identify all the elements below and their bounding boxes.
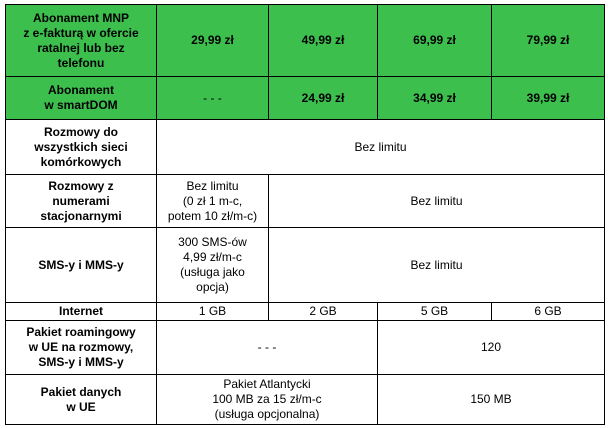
- mobile-calls-row: [6, 120, 605, 175]
- roaming-row: [6, 321, 605, 375]
- value-cell: 300 SMS-ów 4,99 zł/m-c (usługa jako opcja): [157, 228, 269, 303]
- value-cell: 1 GB: [157, 303, 269, 321]
- value-cell: 6 GB: [492, 303, 605, 321]
- price-cell: 49,99 zł: [269, 5, 378, 77]
- row-label: Rozmowy do wszystkich sieci komórkowych: [6, 120, 157, 175]
- price-cell: 69,99 zł: [378, 5, 492, 77]
- plan-mnp-label: Abonament MNP z e-fakturą w ofercie ratalnej lub bez telefonu: [6, 5, 157, 77]
- row-label: Pakiet roamingowy w UE na rozmowy, SMS-y i MMS-y: [6, 321, 157, 375]
- plan-mnp-row: [6, 5, 605, 77]
- value-cell: 5 GB: [378, 303, 492, 321]
- row-label: SMS-y i MMS-y: [6, 228, 157, 303]
- row-label: Rozmowy z numerami stacjonarnymi: [6, 175, 157, 228]
- data-eu-row: [6, 375, 605, 425]
- price-cell: 34,99 zł: [378, 77, 492, 120]
- plan-smartdom-row: [6, 77, 605, 120]
- tariff-table: [5, 4, 605, 425]
- value-cell: - - -: [157, 321, 378, 375]
- value-cell: 120: [378, 321, 605, 375]
- price-cell: 24,99 zł: [269, 77, 378, 120]
- value-cell: Bez limitu (0 zł 1 m-c, potem 10 zł/m-c): [157, 175, 269, 228]
- price-cell: 29,99 zł: [157, 5, 269, 77]
- row-label: Internet: [6, 303, 157, 321]
- price-cell: 39,99 zł: [492, 77, 605, 120]
- internet-row: [6, 303, 605, 321]
- value-cell: 150 MB: [378, 375, 605, 425]
- value-cell: Bez limitu: [157, 120, 605, 175]
- value-cell: Bez limitu: [269, 175, 605, 228]
- landline-calls-row: [6, 175, 605, 228]
- value-cell: Bez limitu: [269, 228, 605, 303]
- price-cell: 79,99 zł: [492, 5, 605, 77]
- price-cell: - - -: [157, 77, 269, 120]
- value-cell: Pakiet Atlantycki 100 MB za 15 zł/m-c (usługa opcjonalna): [157, 375, 378, 425]
- value-cell: 2 GB: [269, 303, 378, 321]
- row-label: Pakiet danych w UE: [6, 375, 157, 425]
- plan-smartdom-label: Abonament w smartDOM: [6, 77, 157, 120]
- sms-mms-row: [6, 228, 605, 303]
